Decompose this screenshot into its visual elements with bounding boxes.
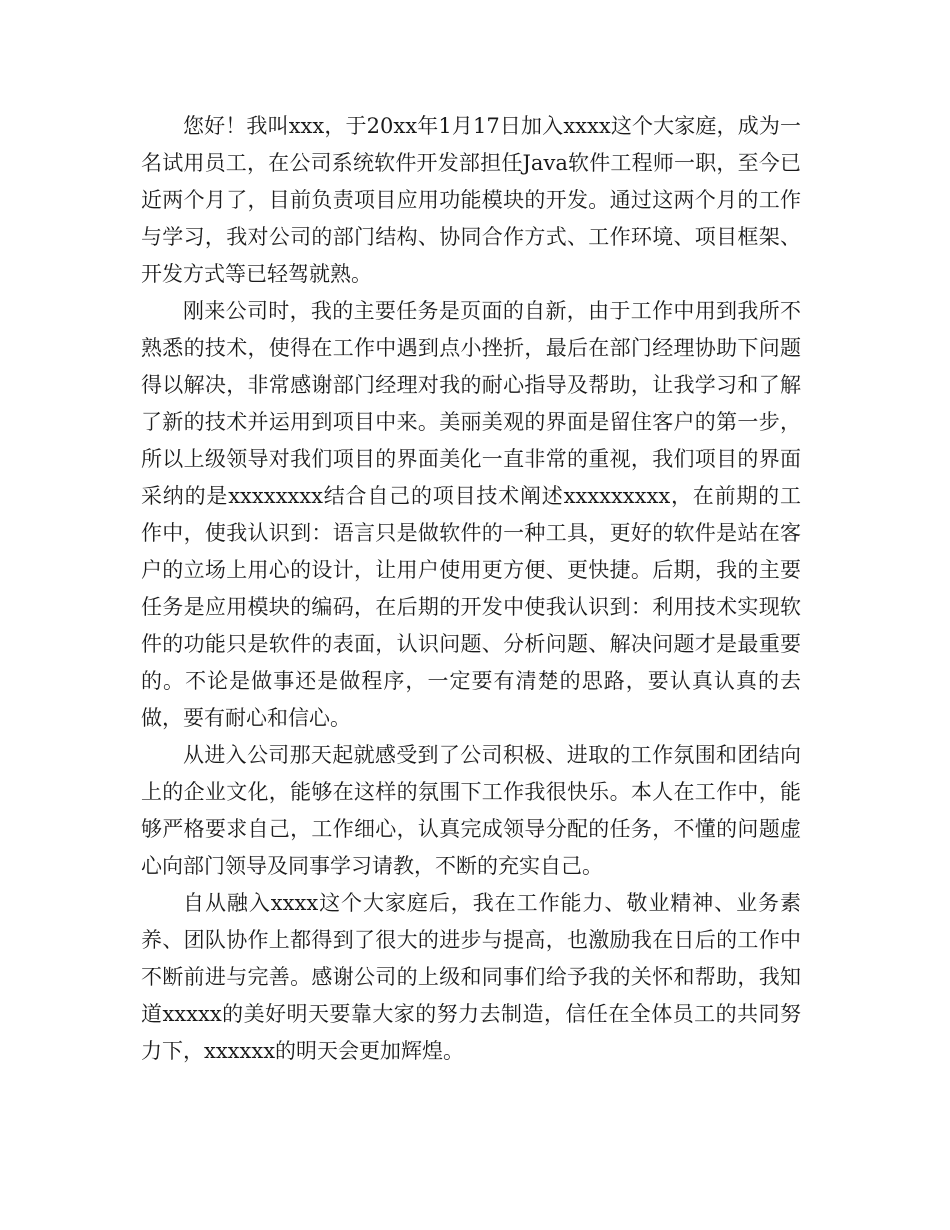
paragraph-work-experience: 刚来公司时，我的主要任务是页面的自新，由于工作中用到我所不熟悉的技术，使得在工作中遇到点小挫折，最后在部门经理协助下问题得以解决，非常感谢部门经理对我的耐心指导及帮助，让我学习和了解了新的技术并运用到项目中来。美丽美观的界面是留住客户的第一步，所以上级领导对我们项目的界面美化一直非常的重视，我们项目的界面采纳的是xxxxxxxx结合自己的项目技术阐述xxxxxxxxx，在前期的工作中，使我认识到：语言只是做软件的一种工具，更好的软件是站在客户的立场上用心的设计，让用户使用更方便、更快捷。后期，我的主要任务是应用模块的编码，在后期的开发中使我认识到：利用技术实现软件的功能只是软件的表面，认识问题、分析问题、解决问题才是最重要的。不论是做事还是做程序，一定要有清楚的思路，要认真认真的去做，要有耐心和信心。 — [141, 299, 801, 730]
document-body — [141, 108, 801, 1070]
paragraph-intro: 您好！我叫xxx，于20xx年1月17日加入xxxx这个大家庭，成为一名试用员工，在公司系统软件开发部担任Java软件工程师一职，至今已近两个月了，目前负责项目应用功能模块的开发。通过这两个月的工作与学习，我对公司的部门结构、协同合作方式、工作环境、项目框架、开发方式等已轻驾就熟。 — [141, 114, 801, 286]
paragraph-company-culture: 从进入公司那天起就感受到了公司积极、进取的工作氛围和团结向上的企业文化，能够在这样的氛围下工作我很快乐。本人在工作中，能够严格要求自己，工作细心，认真完成领导分配的任务，不懂的问题虚心向部门领导及同事学习请教，不断的充实自己。 — [141, 743, 801, 878]
paragraph-conclusion: 自从融入xxxx这个大家庭后，我在工作能力、敬业精神、业务素养、团队协作上都得到了很大的进步与提高，也激励我在日后的工作中不断前进与完善。感谢公司的上级和同事们给予我的关怀和帮助，我知道xxxxx的美好明天要靠大家的努力去制造，信任在全体员工的共同努力下，xxxxxx的明天会更加辉煌。 — [141, 891, 801, 1063]
